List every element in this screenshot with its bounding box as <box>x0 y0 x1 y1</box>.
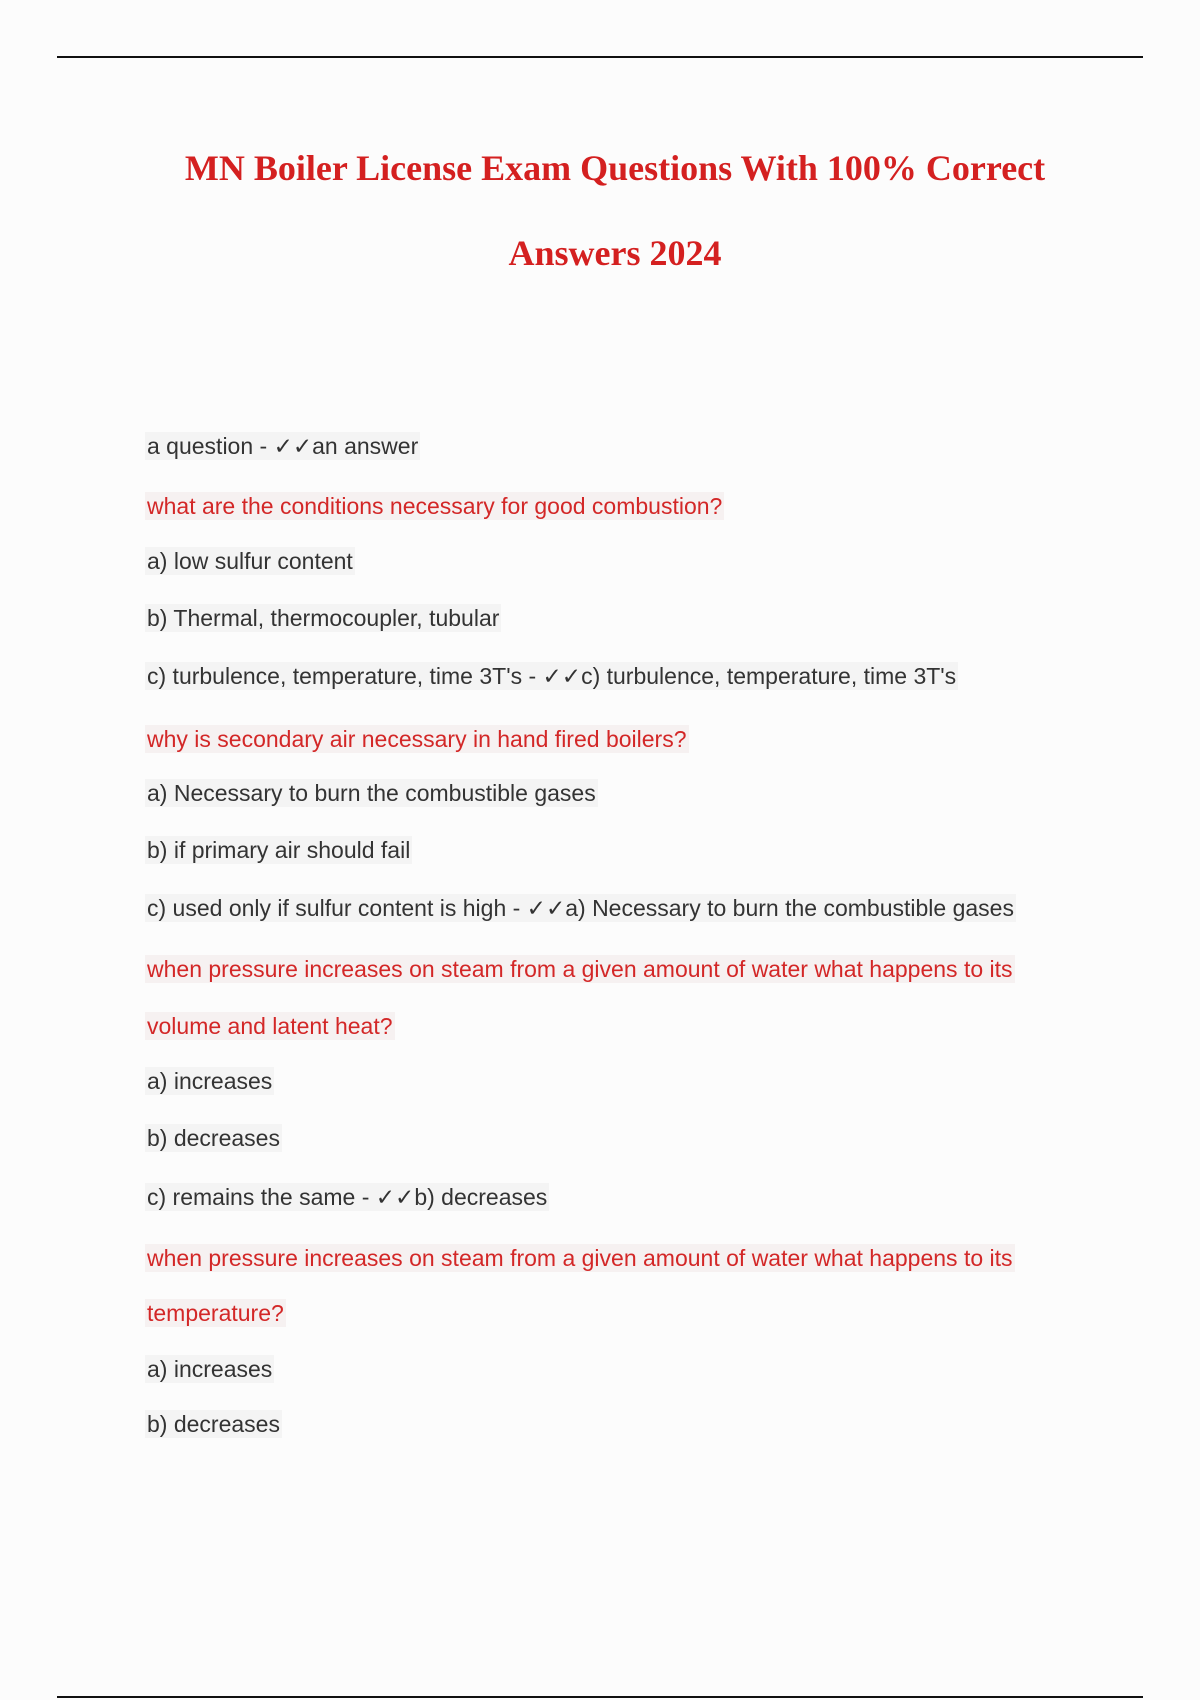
question-3-option-c-answer: c) remains the same - ✓✓b) decreases <box>147 1184 548 1210</box>
question-4-line-2: temperature? <box>147 1300 284 1326</box>
bottom-rule <box>57 1696 1143 1698</box>
question-1: what are the conditions necessary for good combustion? <box>147 493 723 519</box>
question-3-line-1: when pressure increases on steam from a given amount of water what happens to its <box>147 956 1013 982</box>
question-2-option-b: b) if primary air should fail <box>147 837 411 863</box>
question-3-line-2: volume and latent heat? <box>147 1013 393 1039</box>
question-1-option-b: b) Thermal, thermocoupler, tubular <box>147 605 500 631</box>
question-1-option-c-answer: c) turbulence, temperature, time 3T's - ✓✓c) turbulence, temperature, time 3T's <box>147 663 957 689</box>
question-2-option-a: a) Necessary to burn the combustible gases <box>147 780 596 806</box>
top-rule <box>57 56 1143 58</box>
intro-line: a question - ✓✓an answer <box>147 433 419 459</box>
question-3-option-b: b) decreases <box>147 1125 280 1151</box>
question-1-option-a: a) low sulfur content <box>147 548 353 574</box>
question-4-option-b: b) decreases <box>147 1411 280 1437</box>
question-4-option-a: a) increases <box>147 1356 273 1382</box>
document-title-line-2: Answers 2024 <box>508 233 722 273</box>
document-title-line-1: MN Boiler License Exam Questions With 100% Correct <box>184 148 1046 188</box>
question-3-option-a: a) increases <box>147 1068 273 1094</box>
question-4-line-1: when pressure increases on steam from a given amount of water what happens to its <box>147 1245 1013 1271</box>
question-2: why is secondary air necessary in hand fired boilers? <box>147 726 687 752</box>
question-2-option-c-answer: c) used only if sulfur content is high - ✓✓a) Necessary to burn the combustible gases <box>147 895 1014 921</box>
